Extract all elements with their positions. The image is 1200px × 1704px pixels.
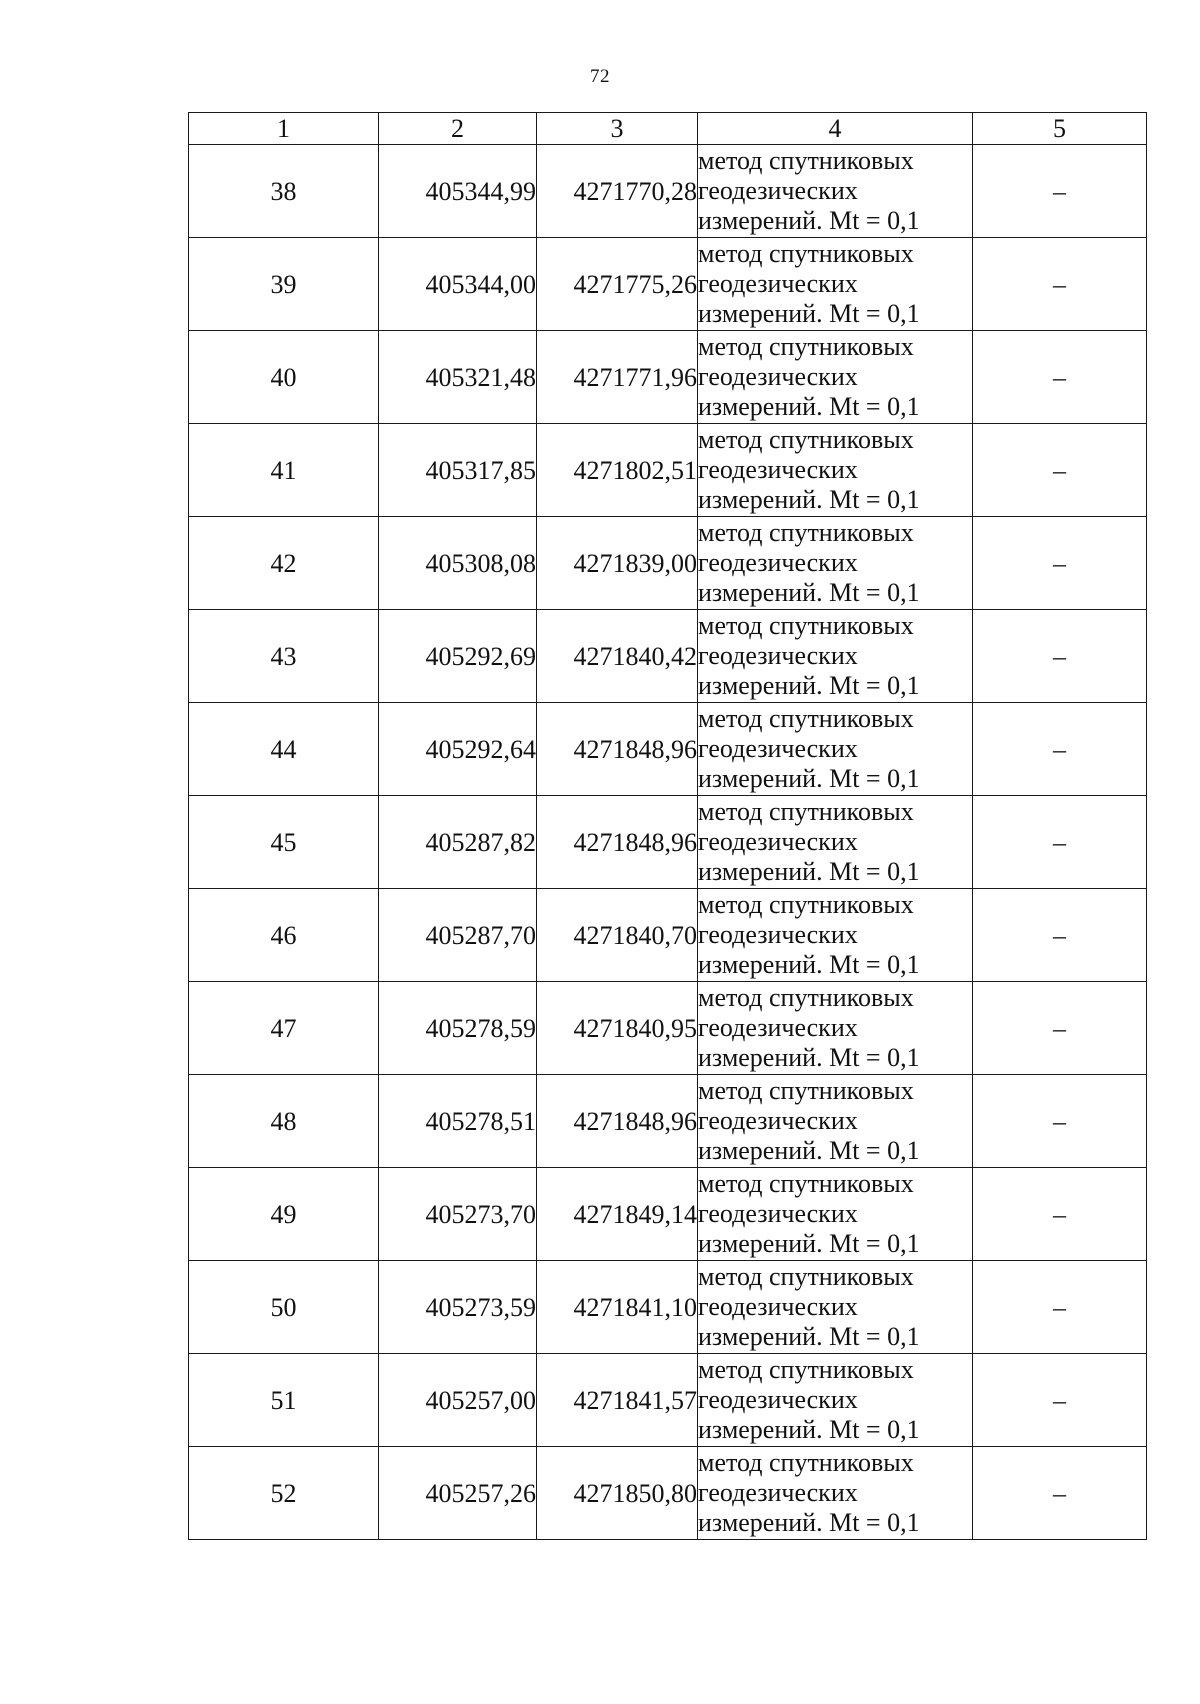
point-number-cell: 50	[189, 1261, 379, 1354]
method-line-3: измерений. Mt = 0,1	[698, 206, 920, 235]
y-coordinate-cell: 4271840,42	[537, 610, 698, 703]
method-line-2: геодезических	[698, 1199, 858, 1228]
method-line-3: измерений. Mt = 0,1	[698, 299, 920, 328]
method-line-3: измерений. Mt = 0,1	[698, 1508, 920, 1537]
x-coordinate-cell: 405278,59	[379, 982, 537, 1075]
column-5-cell: –	[973, 517, 1147, 610]
table-row	[189, 1075, 1147, 1168]
method-line-2: геодезических	[698, 1385, 858, 1414]
page-number: 72	[590, 66, 610, 87]
method-line-3: измерений. Mt = 0,1	[698, 1415, 920, 1444]
column-5-cell: –	[973, 610, 1147, 703]
method-line-1: метод спутниковых	[698, 611, 914, 640]
y-coordinate-cell: 4271848,96	[537, 1075, 698, 1168]
method-line-2: геодезических	[698, 362, 858, 391]
header-col-1: 1	[189, 113, 379, 145]
x-coordinate-cell: 405257,26	[379, 1447, 537, 1540]
method-line-3: измерений. Mt = 0,1	[698, 764, 920, 793]
table-body	[189, 145, 1147, 1540]
method-line-1: метод спутниковых	[698, 332, 914, 361]
x-coordinate-cell: 405273,59	[379, 1261, 537, 1354]
y-coordinate-cell: 4271770,28	[537, 145, 698, 238]
method-line-1: метод спутниковых	[698, 239, 914, 268]
column-5-cell: –	[973, 331, 1147, 424]
point-number-cell: 41	[189, 424, 379, 517]
x-coordinate-cell: 405257,00	[379, 1354, 537, 1447]
point-number-cell: 46	[189, 889, 379, 982]
method-line-3: измерений. Mt = 0,1	[698, 857, 920, 886]
method-line-1: метод спутниковых	[698, 704, 914, 733]
y-coordinate-cell: 4271848,96	[537, 703, 698, 796]
y-coordinate-cell: 4271850,80	[537, 1447, 698, 1540]
method-line-2: геодезических	[698, 827, 858, 856]
method-cell	[698, 889, 973, 982]
method-line-3: измерений. Mt = 0,1	[698, 1043, 920, 1072]
table-row	[189, 238, 1147, 331]
table-row	[189, 331, 1147, 424]
point-number-cell: 44	[189, 703, 379, 796]
table-row	[189, 610, 1147, 703]
method-line-1: метод спутниковых	[698, 797, 914, 826]
method-cell	[698, 703, 973, 796]
point-number-cell: 48	[189, 1075, 379, 1168]
x-coordinate-cell: 405287,70	[379, 889, 537, 982]
x-coordinate-cell: 405278,51	[379, 1075, 537, 1168]
method-line-2: геодезических	[698, 455, 858, 484]
y-coordinate-cell: 4271841,10	[537, 1261, 698, 1354]
method-line-3: измерений. Mt = 0,1	[698, 392, 920, 421]
x-coordinate-cell: 405273,70	[379, 1168, 537, 1261]
column-5-cell: –	[973, 1354, 1147, 1447]
method-line-1: метод спутниковых	[698, 1448, 914, 1477]
y-coordinate-cell: 4271849,14	[537, 1168, 698, 1261]
column-5-cell: –	[973, 145, 1147, 238]
method-line-2: геодезических	[698, 176, 858, 205]
method-line-2: геодезических	[698, 734, 858, 763]
x-coordinate-cell: 405308,08	[379, 517, 537, 610]
method-line-1: метод спутниковых	[698, 1169, 914, 1198]
method-line-1: метод спутниковых	[698, 425, 914, 454]
method-line-1: метод спутниковых	[698, 1355, 914, 1384]
point-number-cell: 45	[189, 796, 379, 889]
point-number-cell: 38	[189, 145, 379, 238]
method-line-2: геодезических	[698, 1013, 858, 1042]
method-line-3: измерений. Mt = 0,1	[698, 1136, 920, 1165]
method-line-1: метод спутниковых	[698, 983, 914, 1012]
method-line-3: измерений. Mt = 0,1	[698, 1322, 920, 1351]
y-coordinate-cell: 4271802,51	[537, 424, 698, 517]
y-coordinate-cell: 4271848,96	[537, 796, 698, 889]
table-row	[189, 1447, 1147, 1540]
x-coordinate-cell: 405292,64	[379, 703, 537, 796]
y-coordinate-cell: 4271771,96	[537, 331, 698, 424]
table-row	[189, 703, 1147, 796]
method-line-1: метод спутниковых	[698, 518, 914, 547]
method-cell	[698, 1261, 973, 1354]
point-number-cell: 39	[189, 238, 379, 331]
column-5-cell: –	[973, 703, 1147, 796]
table-row	[189, 1261, 1147, 1354]
column-5-cell: –	[973, 982, 1147, 1075]
method-line-2: геодезических	[698, 1478, 858, 1507]
point-number-cell: 52	[189, 1447, 379, 1540]
method-cell	[698, 1447, 973, 1540]
column-5-cell: –	[973, 889, 1147, 982]
method-cell	[698, 517, 973, 610]
method-line-3: измерений. Mt = 0,1	[698, 578, 920, 607]
y-coordinate-cell: 4271839,00	[537, 517, 698, 610]
method-cell	[698, 145, 973, 238]
point-number-cell: 49	[189, 1168, 379, 1261]
y-coordinate-cell: 4271840,70	[537, 889, 698, 982]
y-coordinate-cell: 4271841,57	[537, 1354, 698, 1447]
x-coordinate-cell: 405344,99	[379, 145, 537, 238]
method-line-2: геодезических	[698, 1106, 858, 1135]
method-line-1: метод спутниковых	[698, 1262, 914, 1291]
column-5-cell: –	[973, 1168, 1147, 1261]
method-line-2: геодезических	[698, 1292, 858, 1321]
method-cell	[698, 1075, 973, 1168]
y-coordinate-cell: 4271840,95	[537, 982, 698, 1075]
table-row	[189, 796, 1147, 889]
method-cell	[698, 982, 973, 1075]
column-5-cell: –	[973, 796, 1147, 889]
x-coordinate-cell: 405321,48	[379, 331, 537, 424]
column-5-cell: –	[973, 1075, 1147, 1168]
method-line-3: измерений. Mt = 0,1	[698, 485, 920, 514]
point-number-cell: 42	[189, 517, 379, 610]
column-5-cell: –	[973, 1261, 1147, 1354]
x-coordinate-cell: 405317,85	[379, 424, 537, 517]
coordinates-table	[188, 112, 1147, 1540]
table-row	[189, 1354, 1147, 1447]
method-line-1: метод спутниковых	[698, 146, 914, 175]
x-coordinate-cell: 405287,82	[379, 796, 537, 889]
method-cell	[698, 1168, 973, 1261]
table-row	[189, 982, 1147, 1075]
column-5-cell: –	[973, 424, 1147, 517]
column-5-cell: –	[973, 1447, 1147, 1540]
method-line-2: геодезических	[698, 920, 858, 949]
point-number-cell: 40	[189, 331, 379, 424]
method-cell	[698, 796, 973, 889]
method-line-3: измерений. Mt = 0,1	[698, 1229, 920, 1258]
method-cell	[698, 610, 973, 703]
header-col-4: 4	[698, 113, 973, 145]
table-header	[189, 113, 1147, 145]
table-row	[189, 424, 1147, 517]
method-cell	[698, 238, 973, 331]
x-coordinate-cell: 405292,69	[379, 610, 537, 703]
table-row	[189, 1168, 1147, 1261]
column-5-cell: –	[973, 238, 1147, 331]
point-number-cell: 43	[189, 610, 379, 703]
table-row	[189, 145, 1147, 238]
header-col-3: 3	[537, 113, 698, 145]
header-row	[189, 113, 1147, 145]
method-cell	[698, 1354, 973, 1447]
y-coordinate-cell: 4271775,26	[537, 238, 698, 331]
table-row	[189, 889, 1147, 982]
method-line-2: геодезических	[698, 548, 858, 577]
method-line-2: геодезических	[698, 269, 858, 298]
point-number-cell: 47	[189, 982, 379, 1075]
x-coordinate-cell: 405344,00	[379, 238, 537, 331]
method-line-1: метод спутниковых	[698, 890, 914, 919]
header-col-2: 2	[379, 113, 537, 145]
method-line-3: измерений. Mt = 0,1	[698, 950, 920, 979]
method-line-1: метод спутниковых	[698, 1076, 914, 1105]
method-cell	[698, 424, 973, 517]
method-line-3: измерений. Mt = 0,1	[698, 671, 920, 700]
method-line-2: геодезических	[698, 641, 858, 670]
header-col-5: 5	[973, 113, 1147, 145]
table-row	[189, 517, 1147, 610]
point-number-cell: 51	[189, 1354, 379, 1447]
method-cell	[698, 331, 973, 424]
